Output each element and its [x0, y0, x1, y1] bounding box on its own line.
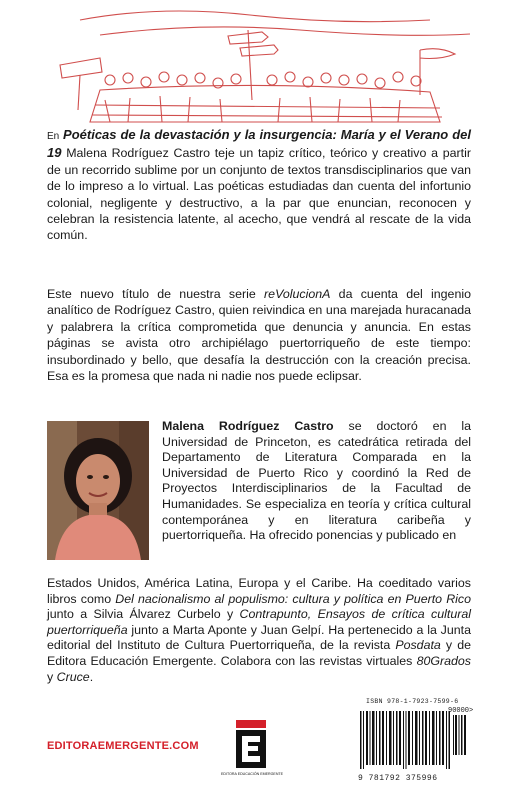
- isbn-label: ISBN 978-1-7923-7599-6: [366, 698, 459, 705]
- intro-word: En: [47, 131, 60, 142]
- book-reference-1: Del nacionalismo al populismo: cultura y política en Puerto Rico: [115, 591, 472, 606]
- synopsis-paragraph: [47, 127, 471, 244]
- book-title: Poéticas de la devastación y la insurgencia: María y el Verano del 19: [47, 127, 471, 161]
- magazine-cruce: Cruce: [56, 669, 90, 684]
- bio-text-1: se doctoró en la Universidad de Princeton, es catedrática retirada del Departamento de Literatura Comparada en la Universidad de Puerto Rico y coordinó la Red de Proyectos Interdisciplinarios de la Facultad de Humanidades. Se especializa en teoría y crítica cultural contemporánea y en literatura caribeña y puertorriqueña. Ha ofrecido ponencias y publicado en: [162, 419, 471, 543]
- bio-text-3: junto a Silvia Álvarez Curbelo y: [47, 607, 240, 622]
- series-paragraph: [47, 286, 471, 384]
- series-text-a: Este nuevo título de nuestra serie: [47, 287, 265, 301]
- cover-illustration: [0, 0, 517, 122]
- bio-text-4: junto a Marta Aponte y Juan Gelpí. Ha pertenecido a la Junta editorial del Instituto de Cultura Puertorriqueña, de la revista: [47, 622, 471, 653]
- author-bio-bottom: [47, 576, 471, 685]
- series-name: reVolucionA: [264, 287, 331, 301]
- magazine-80grados: 80Grados: [416, 653, 471, 668]
- publisher-logo-caption: EDITORA EDUCACIÓN EMERGENTE: [220, 772, 284, 776]
- bio-text-2: Estados Unidos, América Latina, Europa y el Caribe. Ha coeditado varios libros como: [47, 576, 471, 606]
- author-name: Malena Rodríguez Castro: [162, 419, 334, 433]
- publisher-logo-icon: [220, 718, 284, 782]
- series-text-b: da cuenta del ingenio analítico de Rodríguez Castro, quien reivindica en una marejada huracanada y palabrera la crítica comprometida que denuncia y anuncia. En estas páginas se avista otro archipiélago puertorriqueño de este tiempo: insubordinado y bello, que desafía la destrucción con la creación precisa. Esa es la promesa que nada ni nadie nos puede eclipsar.: [47, 287, 471, 384]
- publisher-website[interactable]: EDITORAEMERGENTE.COM: [47, 740, 199, 752]
- price-code: 90000>: [448, 707, 474, 715]
- synopsis-text: Malena Rodríguez Castro teje un tapiz crítico, teórico y creativo a partir de un recorrido sublime por un conjunto de textos transdisciplinarios que van de lo impreso a lo virtual. Las poéticas estudiadas dan cuenta del infortunio colonial, negligente y destructivo, a la par que enuncian, reconocen y celebran la resistencia latente, al acecho, que vendrá al rescate de la vida común.: [47, 146, 471, 243]
- bio-text-5: y de Editora Educación Emergente. Colabora con las revistas virtuales: [47, 638, 471, 668]
- author-bio-top: [162, 419, 471, 544]
- bio-text-6: y: [47, 669, 57, 684]
- bio-text-7: .: [89, 669, 94, 684]
- book-reference-2: Contrapunto, Ensayos de crítica cultural puertorriqueña: [47, 607, 471, 637]
- magazine-posdata: Posdata: [395, 638, 441, 653]
- barcode-digits: 9 781792 375996: [358, 774, 438, 783]
- author-photo: [47, 421, 149, 560]
